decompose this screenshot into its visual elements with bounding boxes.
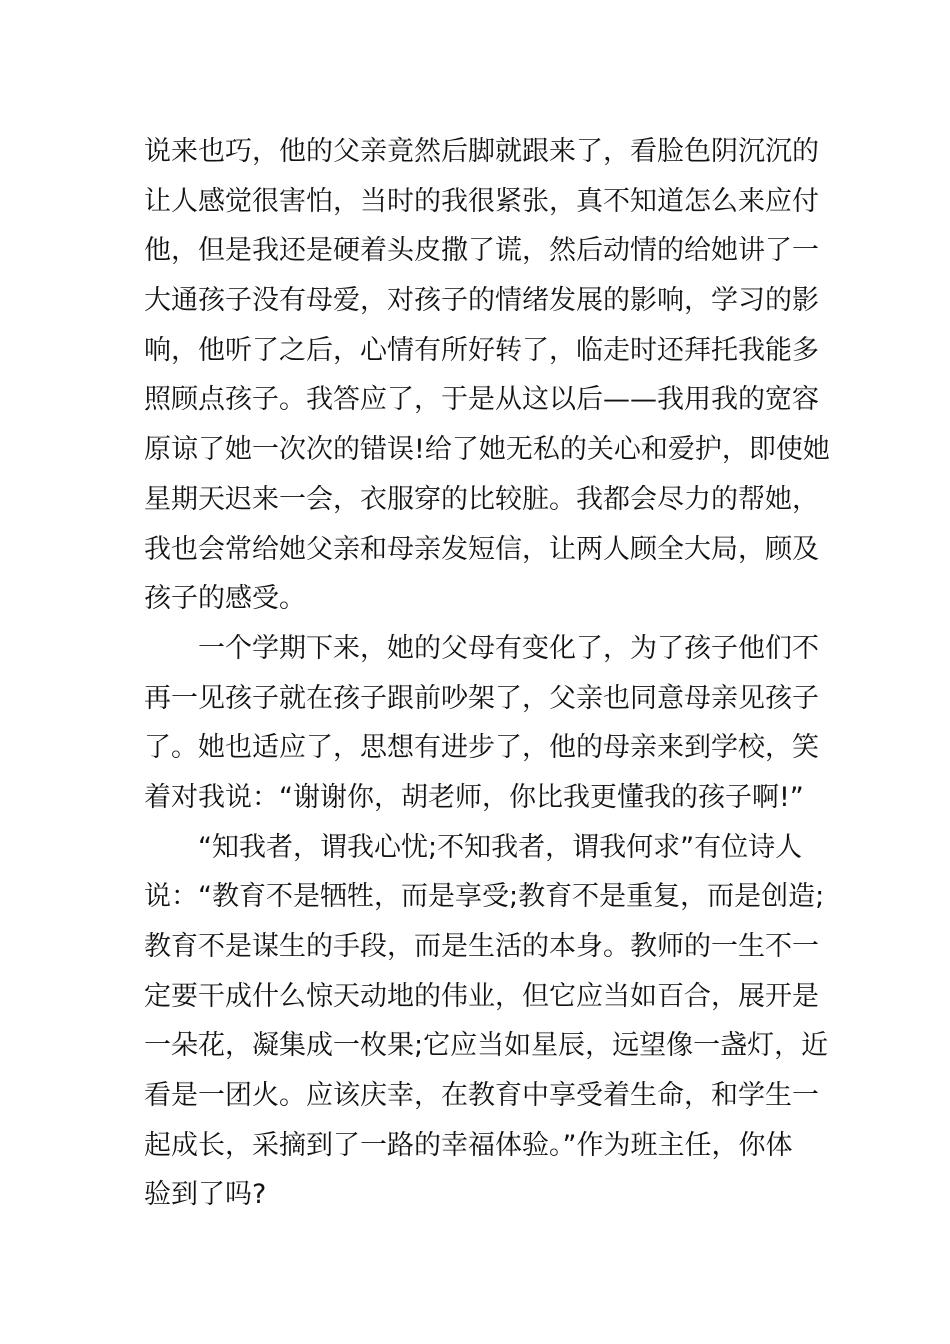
text-line: 照顾点孩子。我答应了，于是从这以后——我用我的宽容 — [144, 384, 819, 416]
text-line: 再一见孩子就在孩子跟前吵架了，父亲也同意母亲见孩子 — [144, 682, 819, 714]
text-line: 着对我说：“谢谢你，胡老师，你比我更懂我的孩子啊!” — [144, 781, 804, 813]
text-line: 我也会常给她父亲和母亲发短信，让两人顾全大局，顾及 — [144, 533, 819, 565]
body-text — [144, 127, 830, 1220]
text-line: 定要干成什么惊天动地的伟业，但它应当如百合，展开是 — [144, 980, 819, 1012]
text-line: 了。她也适应了，思想有进步了，他的母亲来到学校，笑 — [144, 732, 819, 764]
text-line: 教育不是谋生的手段，而是生活的本身。教师的一生不一 — [144, 931, 819, 962]
text-line: 起成长，采摘到了一路的幸福体验。”作为班主任，你体 — [144, 1129, 793, 1161]
text-line: 验到了吗? — [144, 1179, 267, 1211]
text-line: 他，但是我还是硬着头皮撒了谎，然后动情的给她讲了一 — [144, 235, 819, 267]
text-line: 一朵花，凝集成一枚果;它应当如星辰，远望像一盏灯，近 — [144, 1030, 829, 1062]
text-line: 让人感觉很害怕，当时的我很紧张，真不知道怎么来应付 — [144, 185, 819, 217]
text-line: 看是一团火。应该庆幸，在教育中享受着生命，和学生一 — [144, 1080, 819, 1112]
text-line: 原谅了她一次次的错误!给了她无私的关心和爱护，即使她 — [144, 434, 830, 466]
text-line: 说来也巧，他的父亲竟然后脚就跟来了，看脸色阴沉沉的 — [144, 136, 819, 167]
text-line: 响，他听了之后，心情有所好转了，临走时还拜托我能多 — [144, 334, 819, 366]
text-line: 孩子的感受。 — [144, 583, 306, 615]
text-line: 说：“教育不是牺牲，而是享受;教育不是重复，而是创造; — [144, 881, 825, 913]
text-line: 大通孩子没有母爱，对孩子的情绪发展的影响，学习的影 — [144, 285, 819, 317]
text-line: 一个学期下来，她的父母有变化了，为了孩子他们不 — [144, 632, 819, 664]
text-line: 星期天迟来一会，衣服穿的比较脏。我都会尽力的帮她， — [144, 483, 819, 515]
text-line: “知我者，谓我心忧;不知我者，谓我何求”有位诗人 — [144, 831, 803, 863]
